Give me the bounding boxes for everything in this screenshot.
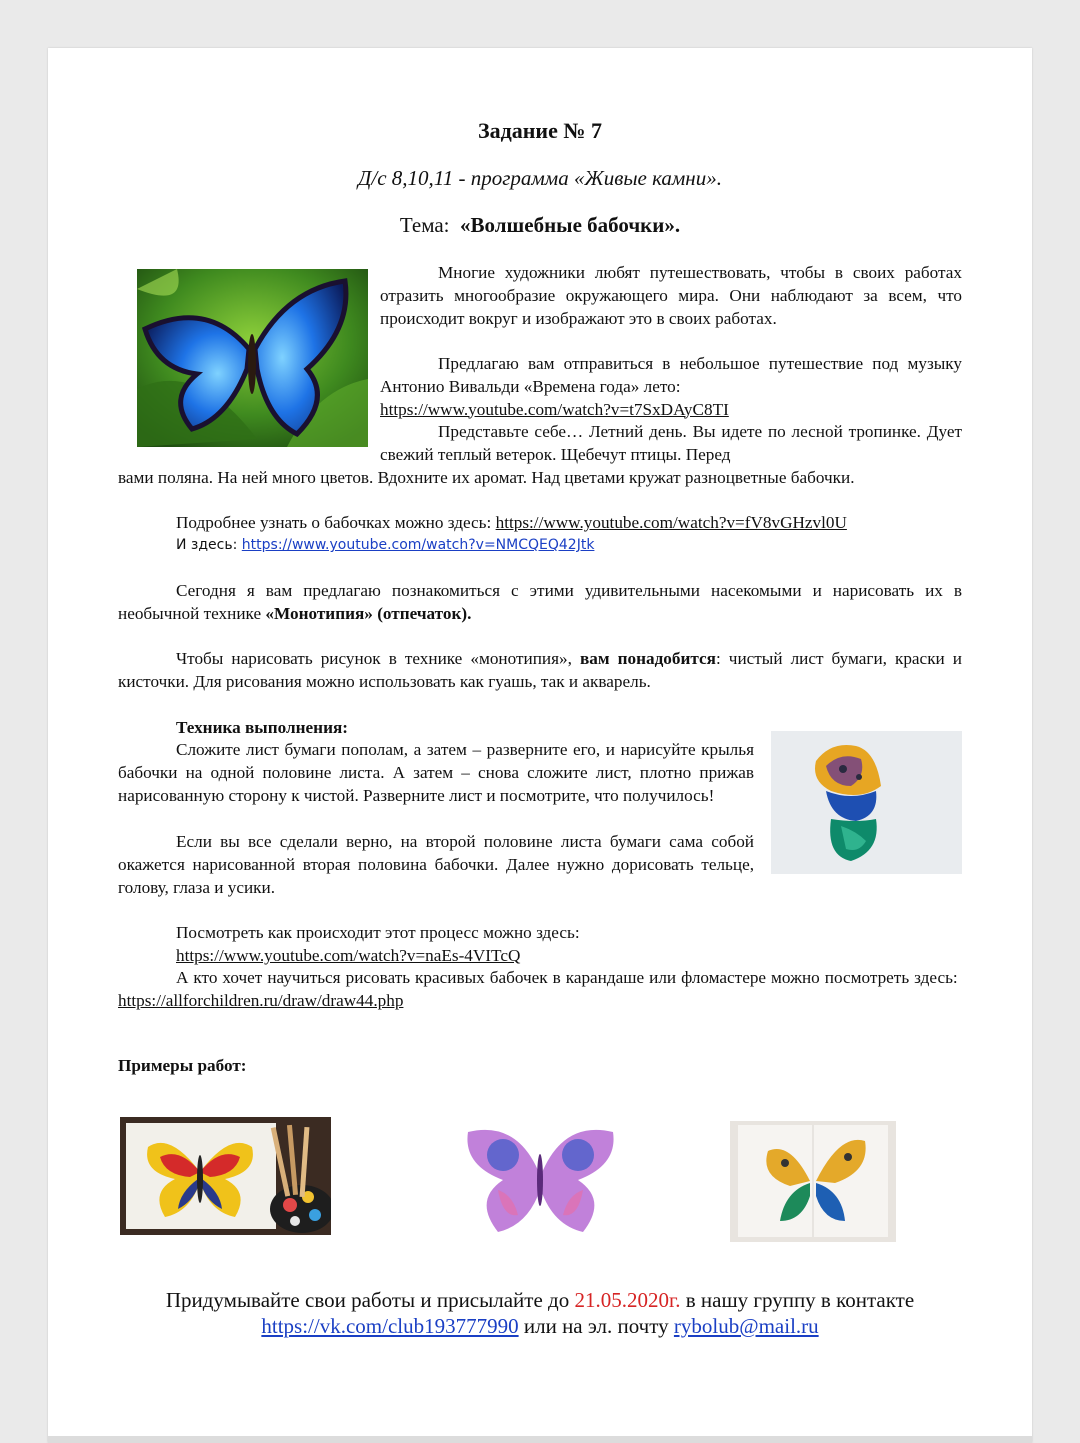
- more-info-line: Подробнее узнать о бабочках можно здесь: https://www.youtube.com/watch?v=fV8vGHzvl0U: [176, 513, 847, 532]
- example-photo-monotype: [730, 1121, 896, 1242]
- theme-line: [48, 213, 1032, 238]
- blue-butterfly-photo: [137, 269, 368, 447]
- vk-group-link[interactable]: https://vk.com/club193777990: [261, 1314, 519, 1338]
- monotype-butterfly-photo: [771, 731, 962, 874]
- footer-line-1: Придумывайте свои работы и присылайте до 21.05.2020г. в нашу группу в контакте: [165, 1288, 915, 1312]
- technique-heading: Техника выполнения:: [176, 718, 348, 737]
- watch-process-line: Посмотреть как происходит этот процесс можно здесь: https://www.youtube.com/watch?v=naEs-4VITcQ: [176, 923, 580, 965]
- pencil-paragraph: А кто хочет научиться рисовать красивых бабочек в карандаше или фломастере можно посмотреть здесь: https://allforchildren.ru/draw/draw44.php: [118, 968, 958, 1010]
- also-here-line: И здесь: https://www.youtube.com/watch?v=NMCQEQ42Jtk: [176, 537, 595, 553]
- program-subtitle: Д/с 8,10,11 - программа «Живые камни».: [358, 166, 722, 190]
- examples-heading: Примеры работ:: [118, 1056, 247, 1075]
- watch-process-link[interactable]: https://www.youtube.com/watch?v=naEs-4VITcQ: [176, 945, 521, 965]
- intro-paragraph-2: Предлагаю вам отправиться в небольшое путешествие под музыку Антонио Вивальди «Времена года» лето: https://www.youtube.com/watch?v=t7SxDAyC8TI: [380, 354, 962, 419]
- technique-paragraph-2: Если вы все сделали верно, на второй половине листа бумаги сама собой окажется нарисованной вторая половина бабочки. Далее нужно дорисовать тельце, голову, глаза и усики.: [118, 832, 754, 897]
- example-photo-purple-butterfly: [458, 1120, 623, 1240]
- theme-title: «Волшебные бабочки».: [460, 213, 681, 237]
- intro-paragraph-3a: Представьте себе… Летний день. Вы идете по лесной тропинке. Дует свежий теплый ветерок. Щебечут птицы. Перед: [380, 422, 962, 464]
- example-photo-paints: [120, 1117, 331, 1235]
- task-title: Задание № 7: [478, 118, 602, 143]
- document-page: [48, 48, 1032, 1443]
- intro-paragraph-3b: вами поляна. На ней много цветов. Вдохните их аромат. Над цветами кружат разноцветные бабочки.: [118, 468, 855, 487]
- footer-line-2: https://vk.com/club193777990 или на эл. почту rybolub@mail.ru: [261, 1314, 819, 1338]
- materials-paragraph: Чтобы нарисовать рисунок в технике «монотипия», вам понадобится: чистый лист бумаги, краски и кисточки. Для рисования можно использовать как гуашь, так и акварель.: [118, 649, 962, 691]
- page-bottom-edge: [48, 1436, 1032, 1443]
- technique-paragraph-1: Сложите лист бумаги пополам, а затем – разверните его, и нарисуйте крылья бабочки на одной половине листа. А затем – снова сложите лист, плотно прижав нарисованную сторону к чистой. Разверните лист и посмотрите, что получилось!: [118, 740, 754, 805]
- monotype-intro-paragraph: Сегодня я вам предлагаю познакомиться с этими удивительными насекомыми и нарисовать их в необычной технике «Монотипия» (отпечаток).: [118, 581, 962, 623]
- intro-paragraph-1: Многие художники любят путешествовать, чтобы в своих работах отразить многообразие окружающего мира. Они наблюдают за всем, что происходит вокруг и изображают это в своих работах.: [380, 263, 962, 328]
- draw-guide-link[interactable]: https://allforchildren.ru/draw/draw44.php: [118, 990, 404, 1010]
- deadline-date: 21.05.2020г.: [574, 1288, 681, 1312]
- also-here-link[interactable]: https://www.youtube.com/watch?v=NMCQEQ42Jtk: [241, 537, 595, 553]
- more-info-link[interactable]: https://www.youtube.com/watch?v=fV8vGHzvl0U: [495, 513, 847, 532]
- theme-prefix: Тема:: [399, 213, 450, 237]
- vivaldi-link[interactable]: https://www.youtube.com/watch?v=t7SxDAyC8TI: [380, 399, 729, 419]
- email-link[interactable]: rybolub@mail.ru: [673, 1314, 819, 1338]
